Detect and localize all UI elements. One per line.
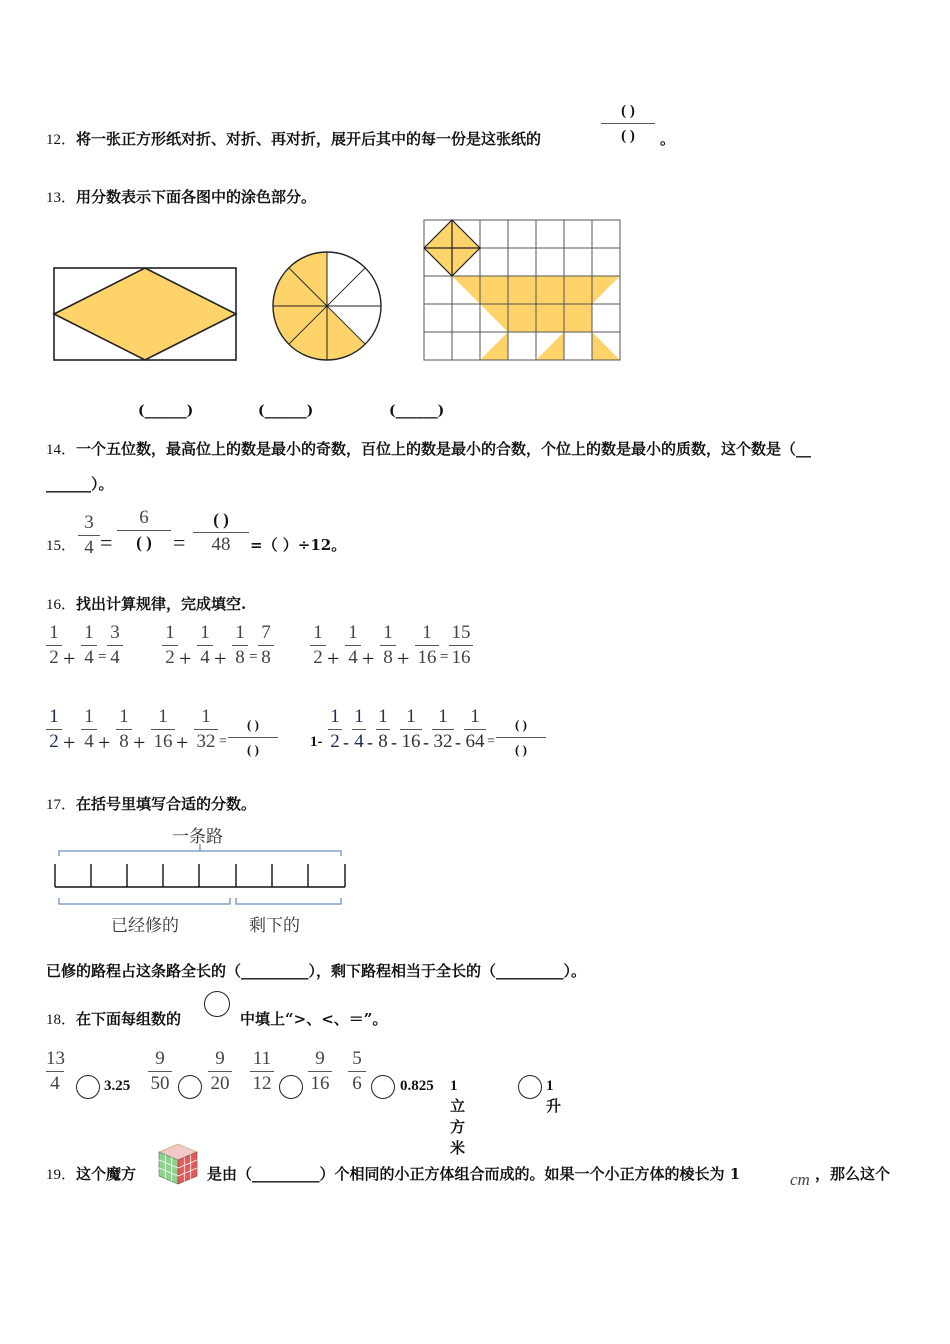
q16-answer-fraction[interactable] bbox=[228, 714, 278, 761]
fraction-denominator: 8 bbox=[378, 731, 388, 752]
q16-term bbox=[232, 622, 248, 669]
fraction-numerator: 1 bbox=[383, 622, 393, 643]
q18-left-value bbox=[250, 1048, 274, 1095]
fraction-numerator: 1 bbox=[201, 706, 211, 727]
fraction-denominator: 2 bbox=[313, 647, 323, 668]
q17-answer[interactable]: 已修的路程占这条路全长的（_________），剩下路程相当于全长的（_________）。 bbox=[46, 962, 587, 980]
q16-result bbox=[258, 622, 274, 669]
q19-number: 19． bbox=[46, 1167, 77, 1183]
q19-text-a: 这个魔方 bbox=[76, 1165, 137, 1183]
q16-answer-fraction[interactable] bbox=[496, 714, 546, 761]
q16-term bbox=[328, 706, 342, 753]
minus-sign: - bbox=[455, 732, 461, 752]
q18-right-value bbox=[208, 1048, 232, 1095]
q16-term bbox=[464, 706, 486, 753]
fraction-denominator: 50 bbox=[150, 1073, 170, 1094]
q12 bbox=[46, 128, 541, 149]
q16-number: 16． bbox=[46, 597, 77, 613]
q19 bbox=[46, 1163, 136, 1184]
fraction-denominator: 2 bbox=[165, 647, 175, 668]
compare-circle[interactable] bbox=[518, 1075, 542, 1099]
q13-blank-2[interactable]: (______) bbox=[258, 403, 314, 419]
q12-frac-num[interactable]: ( ) bbox=[621, 103, 635, 119]
fraction-denominator[interactable]: ( ) bbox=[247, 742, 259, 757]
q16-term bbox=[116, 706, 132, 753]
fraction-denominator: 32 bbox=[433, 731, 453, 752]
minus-sign: - bbox=[343, 732, 349, 752]
fraction-denominator: 16 bbox=[417, 647, 437, 668]
q12-frac-den[interactable]: ( ) bbox=[621, 128, 635, 144]
fraction-numerator: 1 bbox=[378, 706, 388, 727]
fraction-numerator: 1 bbox=[158, 706, 168, 727]
compare-circle[interactable] bbox=[76, 1075, 100, 1099]
equals-sign: = bbox=[98, 649, 107, 665]
fraction-numerator: 9 bbox=[155, 1048, 165, 1069]
plus-sign: + bbox=[179, 646, 192, 671]
q18 bbox=[46, 1008, 181, 1029]
q18-left-value: 1 立方米 bbox=[450, 1078, 466, 1157]
q16-result bbox=[107, 622, 123, 669]
fraction-numerator: 3 bbox=[110, 622, 120, 643]
q16-term bbox=[81, 706, 97, 753]
q16-term bbox=[46, 706, 62, 753]
q16-term bbox=[197, 622, 213, 669]
fraction-numerator: 1 bbox=[313, 622, 323, 643]
fraction-denominator: 2 bbox=[330, 731, 340, 752]
q14-number: 14． bbox=[46, 442, 77, 458]
fraction-denominator: 16 bbox=[451, 647, 471, 668]
q16-term bbox=[162, 622, 178, 669]
q16-term bbox=[380, 622, 396, 669]
q13-text: 用分数表示下面各图中的涂色部分。 bbox=[76, 188, 317, 206]
fraction-denominator: 4 bbox=[354, 731, 364, 752]
fraction-numerator: 9 bbox=[215, 1048, 225, 1069]
fraction-numerator: 1 bbox=[49, 706, 59, 727]
q13-blank-1[interactable]: (______) bbox=[138, 403, 194, 419]
fraction-denominator: 4 bbox=[200, 647, 210, 668]
fraction-denominator: 2 bbox=[49, 731, 59, 752]
q18-text-b: 中填上“>、<、＝”。 bbox=[240, 1010, 388, 1028]
fraction-denominator: 4 bbox=[110, 647, 120, 668]
q16-term bbox=[376, 706, 390, 753]
q15-frac-1: 3 4 bbox=[78, 512, 100, 559]
q19-text-c: ，那么这个 bbox=[815, 1165, 891, 1183]
fraction-denominator: 4 bbox=[348, 647, 358, 668]
fraction-numerator: 1 bbox=[49, 622, 59, 643]
q16-term bbox=[151, 706, 175, 753]
compare-circle[interactable] bbox=[371, 1075, 395, 1099]
grid-figure bbox=[424, 220, 620, 360]
q14-text: 一个五位数，最高位上的数是最小的奇数，百位上的数是最小的合数，个位上的数是最小的质数，这个数是（__ bbox=[76, 440, 812, 458]
rhombus-figure bbox=[54, 268, 236, 360]
q16-text: 找出计算规律，完成填空. bbox=[76, 595, 247, 613]
q16-term bbox=[352, 706, 366, 753]
q19-text-b[interactable]: 是由（_________）个相同的小正方体组合而成的。如果一个小正方体的棱长为 1 bbox=[207, 1165, 741, 1183]
q18-right-value: 3.25 bbox=[104, 1078, 131, 1094]
fraction-numerator: 1 bbox=[348, 622, 358, 643]
q14-line2[interactable]: ______）。 bbox=[46, 475, 114, 493]
fraction-numerator: 1 bbox=[235, 622, 245, 643]
circle-figure bbox=[273, 252, 381, 360]
equals-sign: = bbox=[249, 649, 258, 665]
fraction-numerator: 11 bbox=[252, 1048, 272, 1069]
fraction-denominator: 4 bbox=[50, 1073, 60, 1094]
fraction-numerator: 9 bbox=[315, 1048, 325, 1069]
q17-number: 17． bbox=[46, 797, 77, 813]
fraction-denominator: 16 bbox=[401, 731, 421, 752]
q18-text-a: 在下面每组数的 bbox=[76, 1010, 182, 1028]
q12-number: 12． bbox=[46, 132, 77, 148]
fraction-numerator: 1 bbox=[84, 706, 94, 727]
equals-sign: = bbox=[487, 734, 495, 749]
q16-term bbox=[432, 706, 454, 753]
q13 bbox=[46, 186, 316, 207]
q12-text: 将一张正方形纸对折、对折、再对折，展开后其中的每一份是这张纸的 bbox=[76, 130, 542, 148]
q18-left-value bbox=[348, 1048, 366, 1095]
fraction-numerator: 7 bbox=[261, 622, 271, 643]
left-label: 剩下的 bbox=[249, 916, 300, 936]
fraction-denominator: 8 bbox=[261, 647, 271, 668]
fraction-denominator: 16 bbox=[310, 1073, 330, 1094]
q17-text: 在括号里填写合适的分数。 bbox=[76, 795, 257, 813]
q16-prefix: 1- bbox=[310, 734, 323, 750]
minus-sign: - bbox=[391, 732, 397, 752]
plus-sign: + bbox=[133, 730, 146, 755]
minus-sign: - bbox=[423, 732, 429, 752]
plus-sign: + bbox=[362, 646, 375, 671]
fraction-denominator: 12 bbox=[252, 1073, 272, 1094]
built-label: 已经修的 bbox=[111, 916, 179, 936]
compare-circle[interactable] bbox=[279, 1075, 303, 1099]
q18-right-value: 0.825 bbox=[400, 1078, 434, 1094]
plus-sign: + bbox=[176, 730, 189, 755]
q13-number: 13． bbox=[46, 190, 77, 206]
equals-sign: = bbox=[440, 649, 449, 665]
road-diagram bbox=[50, 842, 350, 912]
equals-sign: = bbox=[219, 734, 227, 749]
q18-circle-sample bbox=[204, 991, 230, 1017]
fraction-denominator: 8 bbox=[383, 647, 393, 668]
fraction-denominator: 2 bbox=[49, 647, 59, 668]
q15-tail[interactable]: =（ ）÷12。 bbox=[250, 536, 347, 554]
fraction-numerator: 1 bbox=[119, 706, 129, 727]
fraction-denominator: 8 bbox=[119, 731, 129, 752]
q15-eq-2: = bbox=[173, 530, 186, 555]
rubiks-cube-image bbox=[157, 1142, 199, 1186]
road-label: 一条路 bbox=[172, 827, 223, 847]
fraction-numerator: 1 bbox=[406, 706, 416, 727]
fraction-denominator: 32 bbox=[196, 731, 216, 752]
q18-right-value bbox=[308, 1048, 332, 1095]
plus-sign: + bbox=[327, 646, 340, 671]
q16 bbox=[46, 593, 246, 614]
q14 bbox=[46, 438, 811, 459]
q16-term bbox=[415, 622, 439, 669]
plus-sign: + bbox=[98, 730, 111, 755]
q16-term bbox=[81, 622, 97, 669]
fraction-numerator: 1 bbox=[165, 622, 175, 643]
fraction-numerator: 13 bbox=[46, 1048, 65, 1069]
q16-term bbox=[345, 622, 361, 669]
q12-end: 。 bbox=[660, 130, 676, 148]
fraction-numerator: 1 bbox=[84, 622, 94, 643]
q16-term bbox=[310, 622, 326, 669]
fraction-denominator: 20 bbox=[210, 1073, 230, 1094]
fraction-numerator: 5 bbox=[352, 1048, 362, 1069]
fraction-denominator: 16 bbox=[153, 731, 173, 752]
plus-sign: + bbox=[214, 646, 227, 671]
fraction-numerator[interactable]: ( ) bbox=[247, 717, 259, 732]
q18-left-value bbox=[148, 1048, 172, 1095]
minus-sign: - bbox=[367, 732, 373, 752]
q15-eq-1: = bbox=[100, 530, 113, 555]
fraction-denominator: 64 bbox=[465, 731, 485, 752]
q16-term bbox=[46, 622, 62, 669]
q18-left-value bbox=[46, 1048, 64, 1095]
q13-figures bbox=[0, 210, 950, 380]
fraction-numerator: 1 bbox=[438, 706, 448, 727]
q19-unit: cm bbox=[790, 1170, 810, 1189]
q17 bbox=[46, 793, 256, 814]
q18-right-value: 1 升 bbox=[546, 1078, 562, 1115]
q16-term bbox=[194, 706, 218, 753]
q18-number: 18． bbox=[46, 1012, 77, 1028]
plus-sign: + bbox=[63, 646, 76, 671]
fraction-denominator: 6 bbox=[352, 1073, 362, 1094]
fraction-denominator[interactable]: ( ) bbox=[515, 742, 527, 757]
plus-sign: + bbox=[63, 730, 76, 755]
compare-circle[interactable] bbox=[178, 1075, 202, 1099]
q15-frac-3: ( ) 48 bbox=[193, 509, 249, 556]
q16-result bbox=[449, 622, 473, 669]
fraction-numerator: 1 bbox=[470, 706, 480, 727]
plus-sign: + bbox=[397, 646, 410, 671]
fraction-denominator: 8 bbox=[235, 647, 245, 668]
q15-number: 15． bbox=[46, 538, 77, 554]
q12-fraction bbox=[601, 100, 655, 147]
fraction-numerator: 1 bbox=[422, 622, 432, 643]
q13-blank-3[interactable]: (______) bbox=[389, 403, 445, 419]
q16-term bbox=[400, 706, 422, 753]
q15-frac-2: 6 ( ) bbox=[117, 507, 171, 554]
fraction-numerator: 1 bbox=[354, 706, 364, 727]
fraction-numerator: 1 bbox=[200, 622, 210, 643]
fraction-numerator[interactable]: ( ) bbox=[515, 717, 527, 732]
fraction-numerator: 1 bbox=[330, 706, 340, 727]
fraction-numerator: 15 bbox=[451, 622, 471, 643]
fraction-denominator: 4 bbox=[84, 731, 94, 752]
fraction-denominator: 4 bbox=[84, 647, 94, 668]
